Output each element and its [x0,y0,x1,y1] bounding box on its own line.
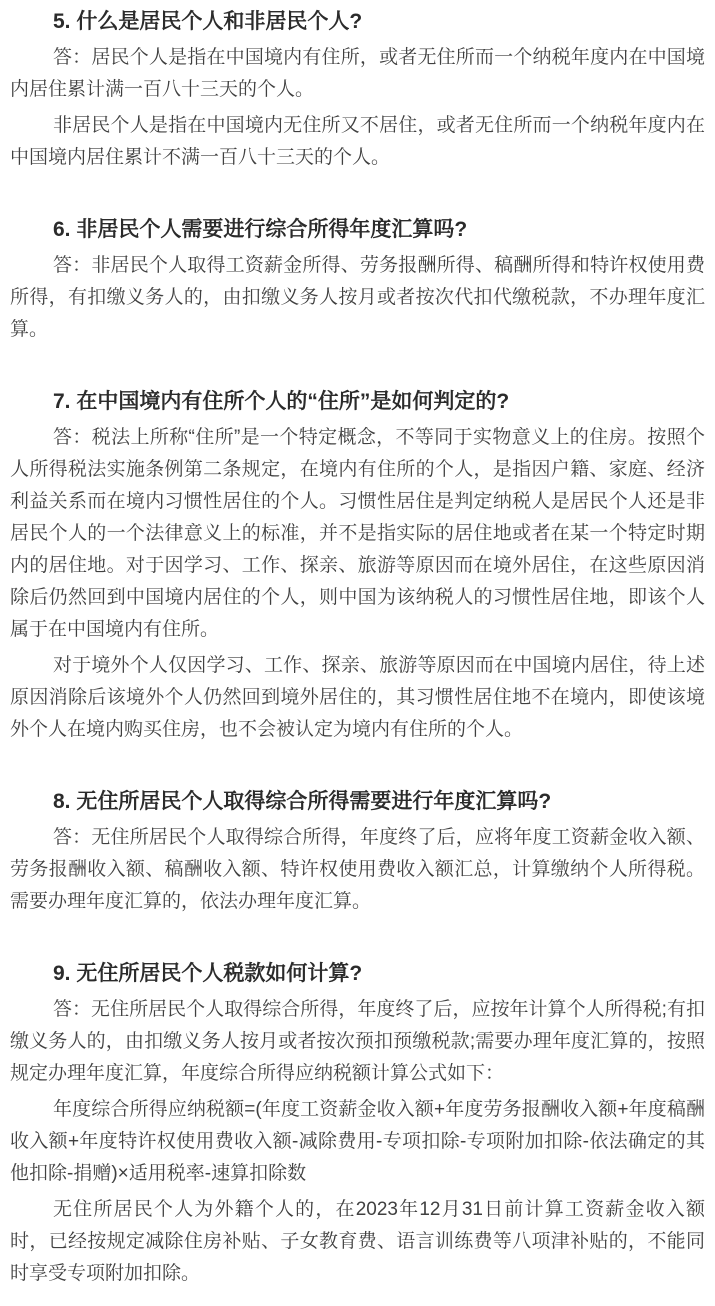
faq-section-9 [10,958,705,1290]
question-heading-8: 8. 无住所居民个人取得综合所得需要进行年度汇算吗? [53,790,552,813]
question-heading-7: 7. 在中国境内有住所个人的“住所”是如何判定的? [53,390,510,413]
answer-paragraph: 答：居民个人是指在中国境内有住所，或者无住所而一个纳税年度内在中国境内居住累计满一百八十三天的个人。 [10,47,705,100]
question-heading-6: 6. 非居民个人需要进行综合所得年度汇算吗? [53,218,468,241]
answer-paragraph: 答：税法上所称“住所”是一个特定概念，不等同于实物意义上的住房。按照个人所得税法实施条例第二条规定，在境内有住所的个人，是指因户籍、家庭、经济利益关系而在境内习惯性居住的个人。习惯性居住是判定纳税人是居民个人还是非居民个人的一个法律意义上的标准，并不是指实际的居住地或者在某一个特定时期内的居住地。对于因学习、工作、探亲、旅游等原因而在境外居住，在这些原因消除后仍然回到中国境内居住的个人，则中国为该纳税人的习惯性居住地，即该个人属于在中国境内有住所。 [10,427,705,640]
answer-formula-paragraph: 年度综合所得应纳税额=(年度工资薪金收入额+年度劳务报酬收入额+年度稿酬收入额+年度特许权使用费收入额-减除费用-专项扣除-专项附加扣除-依法确定的其他扣除-捐赠)×适用税率-速算扣除数 [10,1099,705,1184]
answer-paragraph: 答：非居民个人取得工资薪金所得、劳务报酬所得、稿酬所得和特许权使用费所得，有扣缴义务人的，由扣缴义务人按月或者按次代扣代缴税款，不办理年度汇算。 [10,255,705,340]
question-heading-5: 5. 什么是居民个人和非居民个人? [53,10,363,33]
answer-paragraph: 非居民个人是指在中国境内无住所又不居住，或者无住所而一个纳税年度内在中国境内居住累计不满一百八十三天的个人。 [10,115,705,168]
faq-section-5 [10,6,705,174]
faq-section-6 [10,214,705,346]
answer-paragraph: 答：无住所居民个人取得综合所得，年度终了后，应按年计算个人所得税;有扣缴义务人的，由扣缴义务人按月或者按次预扣预缴税款;需要办理年度汇算的，按照规定办理年度汇算，年度综合所得应纳税额计算公式如下： [10,999,705,1084]
answer-paragraph: 无住所居民个人为外籍个人的，在2023年12月31日前计算工资薪金收入额时，已经按规定减除住房补贴、子女教育费、语言训练费等八项津补贴的，不能同时享受专项附加扣除。 [10,1199,705,1284]
faq-section-8 [10,786,705,918]
faq-section-7 [10,386,705,746]
question-heading-9: 9. 无住所居民个人税款如何计算? [53,962,363,985]
answer-paragraph: 答：无住所居民个人取得综合所得，年度终了后，应将年度工资薪金收入额、劳务报酬收入额、稿酬收入额、特许权使用费收入额汇总，计算缴纳个人所得税。需要办理年度汇算的，依法办理年度汇算。 [10,827,705,912]
answer-paragraph: 对于境外个人仅因学习、工作、探亲、旅游等原因而在中国境内居住，待上述原因消除后该境外个人仍然回到境外居住的，其习惯性居住地不在境内，即使该境外个人在境内购买住房，也不会被认定为境内有住所的个人。 [10,655,705,740]
